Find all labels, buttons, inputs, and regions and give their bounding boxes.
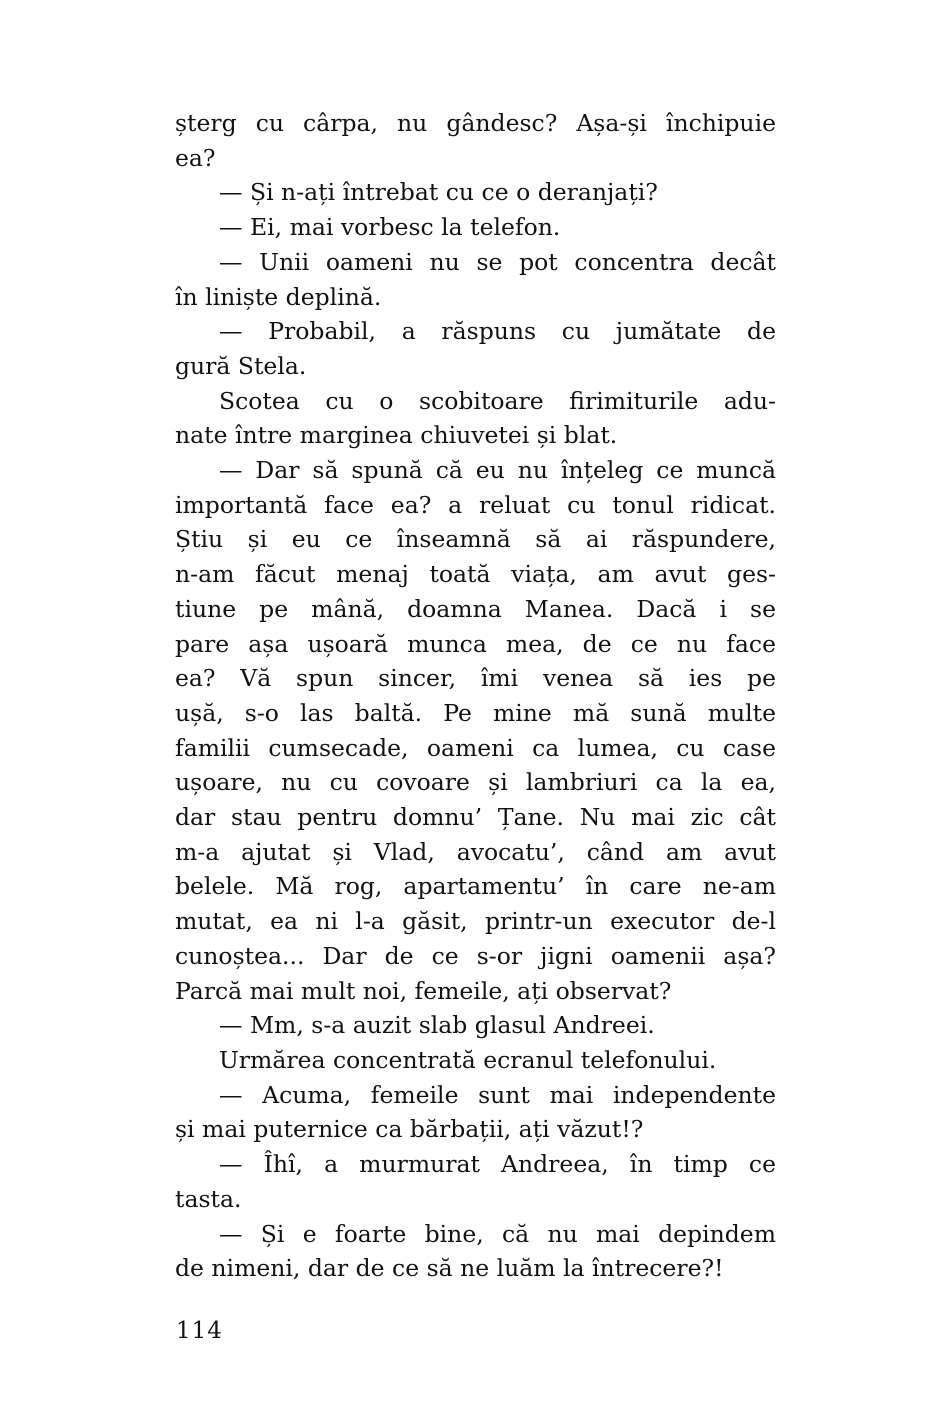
text-line: — Mm, s-a auzit slab glasul Andreei. <box>219 1011 655 1040</box>
text-line: ea? Vă spun sincer, îmi venea să ies pe <box>175 664 776 693</box>
text-line: și mai puternice ca bărbații, ați văzut!? <box>175 1115 644 1144</box>
text-line: șterg cu cârpa, nu gândesc? Așa-și închipuie <box>175 109 776 137</box>
text-line: n-am făcut menaj toată viața, am avut ges- <box>175 560 776 589</box>
text-line: — Și e foarte bine, că nu mai depindem <box>219 1219 776 1248</box>
text-line: mutat, ea ni l-a găsit, printr-un executor de-l <box>175 907 776 936</box>
text-block <box>175 106 776 1286</box>
text-line: tasta. <box>175 1184 242 1213</box>
text-line: Urmărea concentrată ecranul telefonului. <box>219 1045 717 1074</box>
text-line: ușoare, nu cu covoare și lambriuri ca la ea, <box>175 768 776 797</box>
text-line: de nimeni, dar de ce să ne luăm la întrecere?! <box>175 1254 724 1283</box>
text-line: cunoștea... Dar de ce s-or jigni oamenii așa? <box>175 941 776 970</box>
text-line: — Ei, mai vorbesc la telefon. <box>219 213 561 242</box>
text-line: în liniște deplină. <box>175 282 382 311</box>
text-line: familii cumsecade, oameni ca lumea, cu case <box>175 733 776 762</box>
text-line: dar stau pentru domnu’ Țane. Nu mai zic cât <box>175 803 776 832</box>
page-number: 114 <box>176 1318 223 1344</box>
text-line: — Probabil, a răspuns cu jumătate de <box>219 317 776 346</box>
text-line: belele. Mă rog, apartamentu’ în care ne-am <box>175 872 776 901</box>
text-line: tiune pe mână, doamna Manea. Dacă i se <box>175 594 776 623</box>
text-line: — Unii oameni nu se pot concentra decât <box>219 247 776 276</box>
text-line: Scotea cu o scobitoare firimiturile adu- <box>219 386 776 415</box>
text-line: gură Stela. <box>175 351 307 380</box>
text-line: m-a ajutat și Vlad, avocatu’, când am avut <box>175 837 776 866</box>
text-line: importantă face ea? a reluat cu tonul ridicat. <box>175 490 776 519</box>
text-line: — Acuma, femeile sunt mai independente <box>219 1080 776 1109</box>
text-line: Știu și eu ce înseamnă să ai răspundere, <box>175 525 776 554</box>
text-line: pare așa ușoară munca mea, de ce nu face <box>175 629 776 658</box>
text-line: ea? <box>175 143 216 172</box>
text-line: — Și n-ați întrebat cu ce o deranjați? <box>219 178 658 207</box>
text-line: Parcă mai mult noi, femeile, ați observat? <box>175 976 672 1005</box>
text-line: — Îhî, a murmurat Andreea, în timp ce <box>219 1150 776 1179</box>
text-line: — Dar să spună că eu nu înțeleg ce muncă <box>219 456 776 485</box>
text-line: nate între marginea chiuvetei și blat. <box>175 421 618 450</box>
text-line: ușă, s-o las baltă. Pe mine mă sună multe <box>175 698 776 727</box>
